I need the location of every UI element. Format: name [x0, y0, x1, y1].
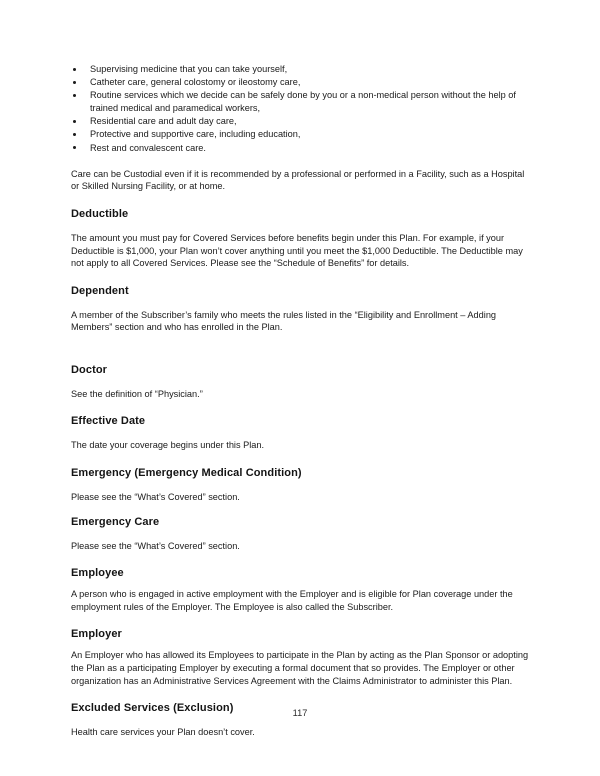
spacer — [71, 580, 531, 588]
spacer — [71, 400, 531, 415]
list-item — [71, 63, 531, 76]
section-heading-employer: Employer — [71, 628, 122, 641]
bullet-dot-icon — [73, 94, 76, 97]
spacer — [71, 504, 531, 516]
section-heading-employee: Employee — [71, 567, 124, 580]
section-body-doctor: See the definition of “Physician.” — [71, 388, 203, 399]
section-body-dependent: A member of the Subscriber’s family who meets the rules listed in the “Eligibility and Enrollment – Adding Members” section and who has enrolled in the Plan. — [71, 309, 497, 333]
bullet-dot-icon — [73, 133, 76, 136]
list-item — [71, 142, 531, 155]
list-item — [71, 89, 531, 114]
spacer — [71, 334, 531, 364]
section-heading-deductible: Deductible — [71, 207, 129, 220]
section-body-emergency-care: Please see the “What’s Covered” section. — [71, 540, 240, 551]
spacer — [71, 377, 531, 388]
bullet-dot-icon — [73, 146, 76, 149]
custodial-care-paragraph: Care can be Custodial even if it is recommended by a professional or performed in a Facility, such as a Hospital or Skilled Nursing Facility, or at home. — [71, 168, 525, 192]
list-item-text: Protective and supportive care, including education, — [90, 129, 301, 140]
section-heading-dependent: Dependent — [71, 284, 129, 297]
section-body-excluded-services: Health care services your Plan doesn’t cover. — [71, 727, 255, 738]
spacer — [71, 270, 531, 285]
spacer — [71, 452, 531, 467]
page-number: 117 — [292, 708, 308, 718]
page-content — [71, 63, 531, 739]
bullet-dot-icon — [73, 81, 76, 84]
section-heading-emergency: Emergency (Emergency Medical Condition) — [71, 467, 302, 480]
spacer — [71, 155, 531, 168]
spacer — [71, 529, 531, 540]
section-body-deductible: The amount you must pay for Covered Services before benefits begin under this Plan. For example, if your Deductible is $1,000, your Plan won’t cover anything until you meet the $1,000 Deductible. The Deductible may not apply to all Covered Services. Please see the “Schedule of Benefits” for details. — [71, 232, 523, 269]
spacer — [71, 221, 531, 232]
list-item — [71, 76, 531, 89]
section-body-employee: A person who is engaged in active employment with the Employer and is eligible for Plan coverage under the employment rules of the Employer. The Employee is also called the Subscriber. — [71, 589, 513, 612]
spacer — [71, 298, 531, 309]
section-heading-effective-date: Effective Date — [71, 415, 146, 428]
section-body-employer: An Employer who has allowed its Employees to participate in the Plan by acting as the Plan Sponsor or adopting the Plan as a participating Employer by executing a formal document that so provides. The Employer or other organization has an Administrative Services Agreement with the Claims Administrator to administer this Plan. — [71, 650, 529, 686]
spacer — [71, 193, 531, 208]
spacer — [71, 428, 531, 439]
spacer — [71, 687, 531, 702]
section-heading-emergency-care: Emergency Care — [71, 515, 160, 528]
spacer — [71, 480, 531, 491]
list-item-text: Catheter care, general colostomy or ileostomy care, — [90, 77, 301, 88]
list-item-text: Rest and convalescent care. — [90, 142, 206, 153]
list-item-text: Residential care and adult day care, — [90, 116, 237, 127]
list-item — [71, 115, 531, 128]
section-body-effective-date: The date your coverage begins under this Plan. — [71, 440, 265, 451]
list-item-text: Supervising medicine that you can take yourself, — [90, 64, 288, 74]
spacer — [71, 552, 531, 567]
bullet-dot-icon — [73, 68, 76, 71]
list-item-text: Routine services which we decide can be safely done by you or a non-medical person without the help of trained medical and paramedical workers, — [90, 90, 516, 113]
spacer — [71, 613, 531, 628]
section-body-emergency: Please see the “What’s Covered” section. — [71, 492, 240, 503]
section-heading-excluded-services: Excluded Services (Exclusion) — [71, 702, 234, 715]
bullet-dot-icon — [73, 120, 76, 123]
section-heading-doctor: Doctor — [71, 363, 108, 376]
custodial-care-bullet-list — [71, 63, 531, 154]
list-item — [71, 128, 531, 141]
spacer — [71, 641, 531, 649]
